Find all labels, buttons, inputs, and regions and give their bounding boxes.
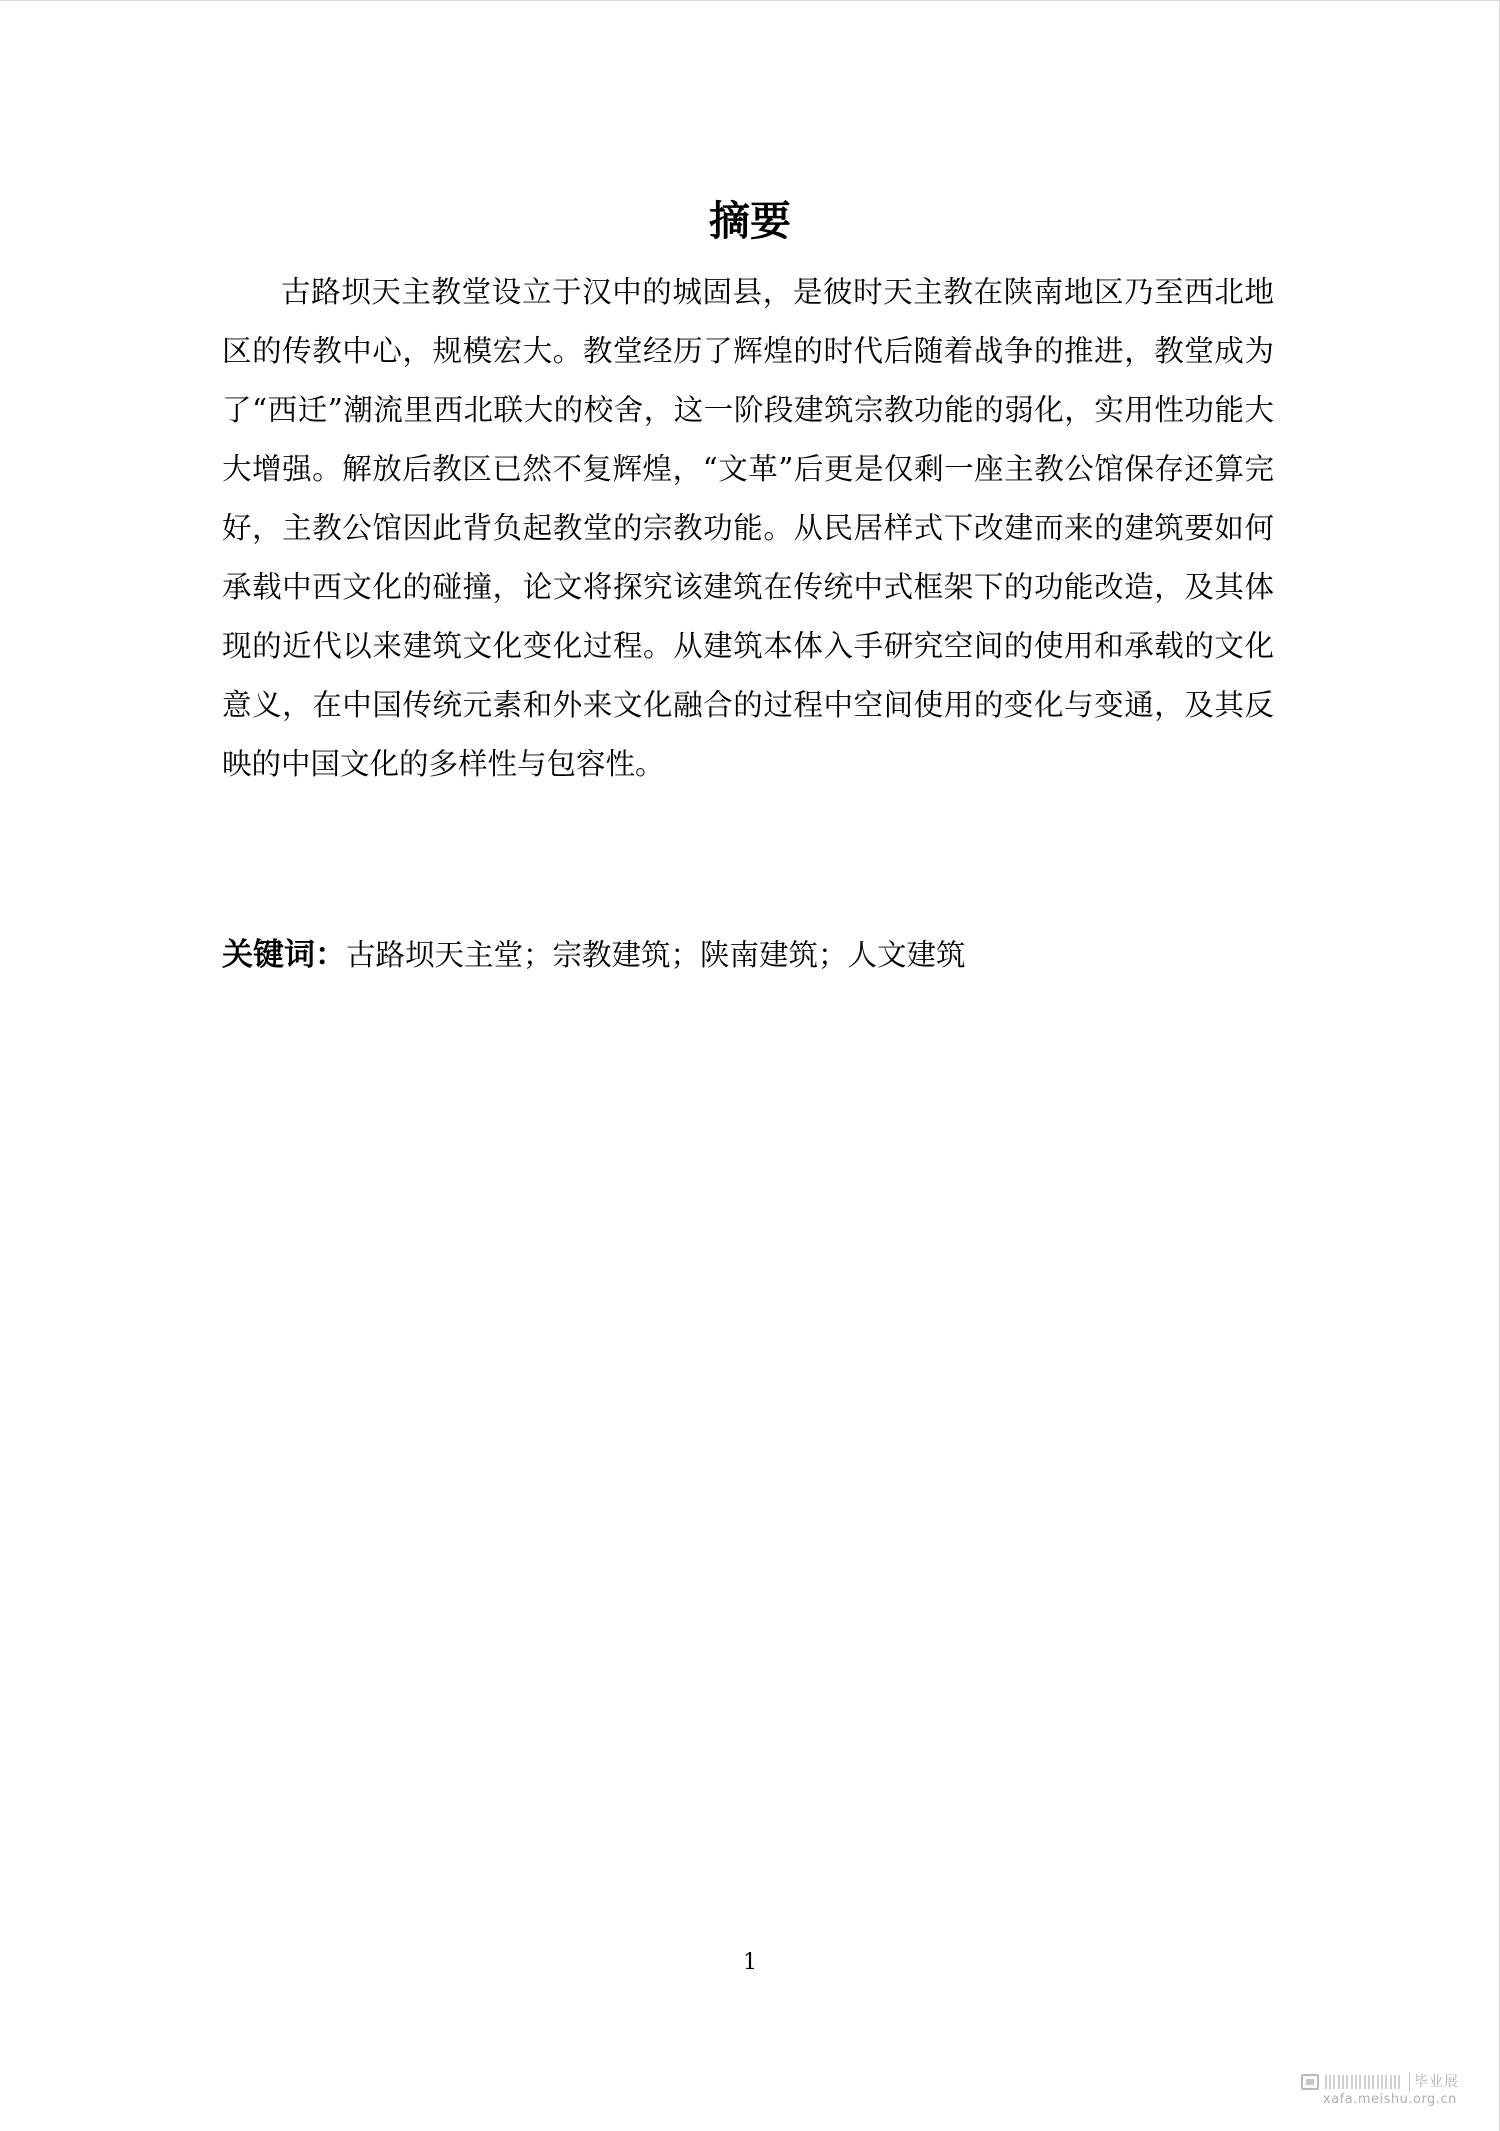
watermark-url: xafa.meishu.org.cn	[1323, 2092, 1457, 2107]
watermark-tag: 毕业展	[1409, 2072, 1459, 2092]
page-title: 摘要	[709, 197, 791, 245]
keywords-text: 古路坝天主堂；宗教建筑；陕南建筑；人文建筑	[346, 938, 966, 972]
abstract-paragraph: 古路坝天主教堂设立于汉中的城固县，是彼时天主教在陕南地区乃至西北地区的传教中心，规模宏大。教堂经历了辉煌的时代后随着战争的推进，教堂成为了“西迁”潮流里西北联大的校舍，这一阶段建筑宗教功能的弱化，实用性功能大大增强。解放后教区已然不复辉煌，“文革”后更是仅剩一座主教公馆保存还算完好，主教公馆因此背负起教堂的宗教功能。从民居样式下改建而来的建筑要如何承载中西文化的碰撞，论文将探究该建筑在传统中式框架下的功能改造，及其体现的近代以来建筑文化变化过程。从建筑本体入手研究空间的使用和承载的文化意义，在中国传统元素和外来文化融合的过程中空间使用的变化与变通，及其反映的中国文化的多样性与包容性。	[222, 275, 1274, 781]
academy-logo-icon	[1301, 2074, 1319, 2090]
watermark	[1301, 2071, 1471, 2111]
academy-name-logo	[1325, 2073, 1403, 2091]
keywords-label: 关键词：	[222, 937, 346, 973]
keywords-line	[222, 927, 1274, 983]
page-number: 1	[743, 1950, 757, 1975]
